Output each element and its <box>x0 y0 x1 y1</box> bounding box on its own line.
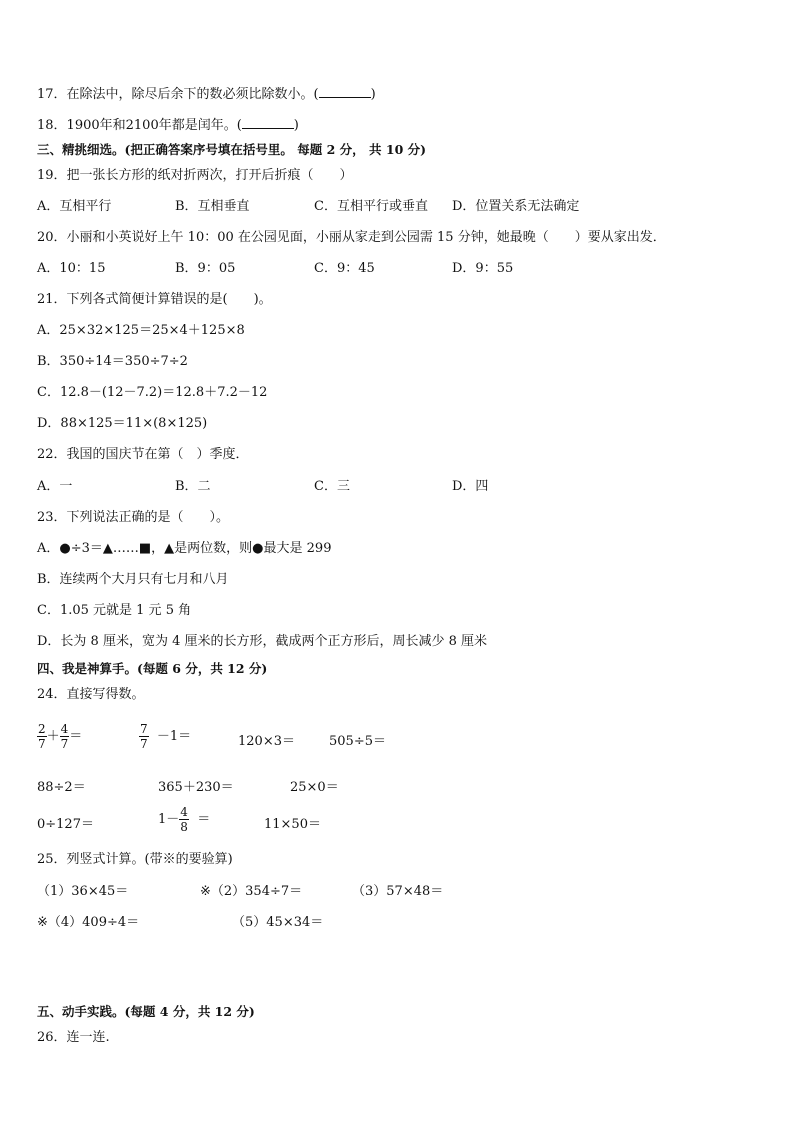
question-22-text: 22．我国的国庆节在第（ ）季度． <box>37 447 249 462</box>
question-23-option-d[interactable]: D．长为 8 厘米，宽为 4 厘米的长方形，截成两个正方形后，周长减少 8 厘米 <box>37 634 488 649</box>
section-3-title: 三、精挑细选。(把正确答案序号填在括号里。 每题 2 分， 共 10 分) <box>37 142 427 157</box>
fraction-7-7 <box>139 722 149 751</box>
question-23-option-b[interactable]: B．连续两个大月只有七月和八月 <box>37 572 229 587</box>
question-21-text: 21．下列各式简便计算错误的是( )。 <box>37 292 272 307</box>
calc-11x50: 11×50＝ <box>264 817 321 832</box>
fraction-numerator: 7 <box>140 722 148 736</box>
plus-sign: ＋ <box>46 729 60 744</box>
question-23-option-c[interactable]: C．1.05 元就是 1 元 5 角 <box>37 603 192 618</box>
calc-505div5: 505÷5＝ <box>329 734 386 749</box>
vertical-calc-2: ※（2）354÷7＝ <box>200 884 303 899</box>
question-22-option-c[interactable]: C．三 <box>314 479 350 494</box>
question-22-option-a[interactable]: A．一 <box>37 479 73 494</box>
question-20-option-c[interactable]: C．9：45 <box>314 261 375 276</box>
answer-blank-18[interactable] <box>242 116 294 129</box>
question-19-option-a[interactable]: A．互相平行 <box>37 199 112 214</box>
fraction-4-7 <box>60 722 70 751</box>
calc-120x3: 120×3＝ <box>238 734 295 749</box>
calc-365plus230: 365＋230＝ <box>158 780 234 795</box>
equals-sign: ＝ <box>197 812 211 827</box>
question-17-end: ) <box>370 87 376 102</box>
question-22-option-d[interactable]: D．四 <box>452 479 489 494</box>
calc-25x0: 25×0＝ <box>290 780 339 795</box>
fraction-denominator: 7 <box>38 737 46 751</box>
question-22-option-b[interactable]: B．二 <box>175 479 211 494</box>
question-20-option-b[interactable]: B．9：05 <box>175 261 236 276</box>
question-19-option-d[interactable]: D．位置关系无法确定 <box>452 199 580 214</box>
fraction-numerator: 4 <box>60 722 69 736</box>
answer-blank-17[interactable] <box>319 85 371 98</box>
vertical-calc-3: （3）57×48＝ <box>352 884 444 899</box>
calc-fraction-sum <box>37 722 82 751</box>
question-25-text: 25．列竖式计算。(带※的要验算) <box>37 852 233 867</box>
minus-one: －1＝ <box>156 729 192 744</box>
vertical-calc-5: （5）45×34＝ <box>232 915 324 930</box>
question-21-option-a[interactable]: A．25×32×125＝25×4＋125×8 <box>37 323 245 338</box>
calc-88div2: 88÷2＝ <box>37 780 86 795</box>
question-18 <box>37 116 299 134</box>
question-19-option-c[interactable]: C．互相平行或垂直 <box>314 199 428 214</box>
section-5-title: 五、动手实践。(每题 4 分，共 12 分) <box>37 1004 255 1019</box>
vertical-calc-4: ※（4）409÷4＝ <box>37 915 140 930</box>
fraction-denominator: 7 <box>60 737 69 751</box>
question-21-option-d[interactable]: D．88×125＝11×(8×125) <box>37 416 208 431</box>
question-20-option-a[interactable]: A．10：15 <box>37 261 106 276</box>
fraction-numerator: 2 <box>38 722 46 736</box>
calc-1minus-fraction <box>158 805 210 834</box>
fraction-denominator: 8 <box>180 820 188 834</box>
calc-0div127: 0÷127＝ <box>37 817 94 832</box>
question-17 <box>37 85 376 103</box>
question-21-option-b[interactable]: B．350÷14＝350÷7÷2 <box>37 354 188 369</box>
question-20-text: 20．小丽和小英说好上午 10：00 在公园见面，小丽从家走到公园需 15 分钟，她最晚（ ）要从家出发． <box>37 230 666 245</box>
question-21-option-c[interactable]: C．12.8－(12－7.2)＝12.8＋7.2－12 <box>37 385 268 400</box>
question-23-option-a[interactable]: A．●÷3＝▲……■，▲是两位数，则●最大是 299 <box>37 541 332 556</box>
fraction-numerator: 4 <box>180 805 188 819</box>
question-17-text: 17．在除法中，除尽后余下的数必须比除数小。( <box>37 87 319 102</box>
equals-sign: ＝ <box>69 729 83 744</box>
question-23-text: 23．下列说法正确的是（ ）。 <box>37 510 230 525</box>
section-4-title: 四、我是神算手。(每题 6 分，共 12 分) <box>37 661 268 676</box>
question-18-end: ) <box>293 118 299 133</box>
fraction-2-7 <box>37 722 47 751</box>
fraction-denominator: 7 <box>140 737 148 751</box>
question-26-text: 26．连一连. <box>37 1030 110 1045</box>
vertical-calc-1: （1）36×45＝ <box>37 884 129 899</box>
calc-fraction-minus <box>139 722 191 751</box>
question-24-text: 24．直接写得数。 <box>37 687 145 702</box>
one-minus: 1－ <box>158 812 180 827</box>
question-18-text: 18．1900年和2100年都是闰年。( <box>37 118 242 133</box>
question-20-option-d[interactable]: D．9：55 <box>452 261 514 276</box>
fraction-4-8 <box>179 805 189 834</box>
question-19-option-b[interactable]: B．互相垂直 <box>175 199 250 214</box>
question-19-text: 19．把一张长方形的纸对折两次，打开后折痕（ ） <box>37 168 353 183</box>
